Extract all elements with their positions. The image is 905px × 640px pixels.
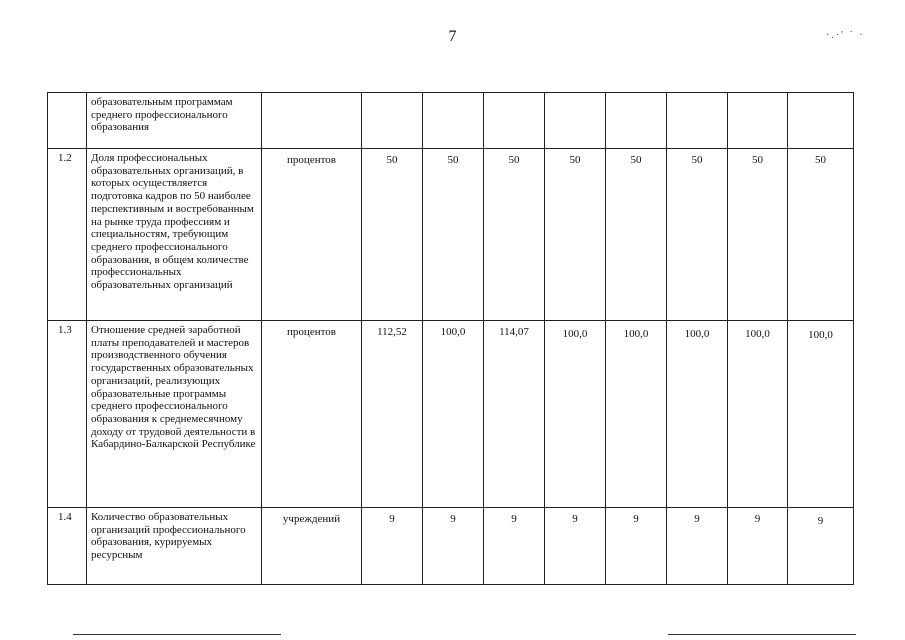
table-row — [48, 93, 854, 149]
value-cell — [728, 93, 788, 149]
value-cell — [423, 93, 484, 149]
value-cell: 100,0 — [788, 321, 854, 508]
value-cell: 9 — [545, 508, 606, 585]
value-cell — [667, 93, 728, 149]
footer-rule-left — [73, 634, 281, 635]
value-cell: 100,0 — [423, 321, 484, 508]
row-number: 1.4 — [48, 508, 87, 585]
indicator-table — [47, 92, 854, 585]
value-cell: 9 — [667, 508, 728, 585]
indicator-name: Количество образовательных организаций профессионального образования, курируемых ресурсным — [87, 508, 262, 585]
value-cell — [606, 93, 667, 149]
row-number — [48, 93, 87, 149]
value-cell: 50 — [423, 149, 484, 321]
value-cell — [484, 93, 545, 149]
value-cell: 9 — [362, 508, 423, 585]
table-row — [48, 149, 854, 321]
value-cell: 9 — [788, 508, 854, 585]
value-cell: 50 — [728, 149, 788, 321]
value-cell — [788, 93, 854, 149]
row-number: 1.3 — [48, 321, 87, 508]
value-cell: 100,0 — [667, 321, 728, 508]
unit-cell: учреждений — [262, 508, 362, 585]
value-cell: 9 — [728, 508, 788, 585]
value-cell: 50 — [606, 149, 667, 321]
footer-rule-right — [668, 634, 856, 635]
indicator-name: Отношение средней заработной платы преподавателей и мастеров производственного обучения государственных образовательных организаций, реализующих образовательные программы среднего профессионального образования к среднемесячному доходу от трудовой деятельности в Кабардино-Балкарской Республике — [87, 321, 262, 508]
value-cell: 100,0 — [606, 321, 667, 508]
table-row — [48, 508, 854, 585]
value-cell: 9 — [423, 508, 484, 585]
value-cell: 50 — [484, 149, 545, 321]
value-cell — [362, 93, 423, 149]
unit-cell: процентов — [262, 321, 362, 508]
table-row — [48, 321, 854, 508]
indicator-name: Доля профессиональных образовательных организаций, в которых осуществляется подготовка кадров по 50 наиболее перспективным и востребованным на рынке труда профессиям и специальностям, требующим среднего профессионального образования, в общем количестве профессиональных образовательных организаций — [87, 149, 262, 321]
value-cell: 9 — [484, 508, 545, 585]
unit-cell — [262, 93, 362, 149]
value-cell: 100,0 — [545, 321, 606, 508]
value-cell: 114,07 — [484, 321, 545, 508]
unit-cell: процентов — [262, 149, 362, 321]
value-cell: 100,0 — [728, 321, 788, 508]
page-number: 7 — [448, 28, 457, 45]
scan-specks: ·.·' ˙ · — [826, 30, 865, 41]
value-cell: 50 — [788, 149, 854, 321]
row-number: 1.2 — [48, 149, 87, 321]
value-cell: 9 — [606, 508, 667, 585]
value-cell: 50 — [667, 149, 728, 321]
indicator-name: образовательным программам среднего профессионального образования — [87, 93, 262, 149]
value-cell: 50 — [362, 149, 423, 321]
value-cell: 50 — [545, 149, 606, 321]
value-cell — [545, 93, 606, 149]
value-cell: 112,52 — [362, 321, 423, 508]
